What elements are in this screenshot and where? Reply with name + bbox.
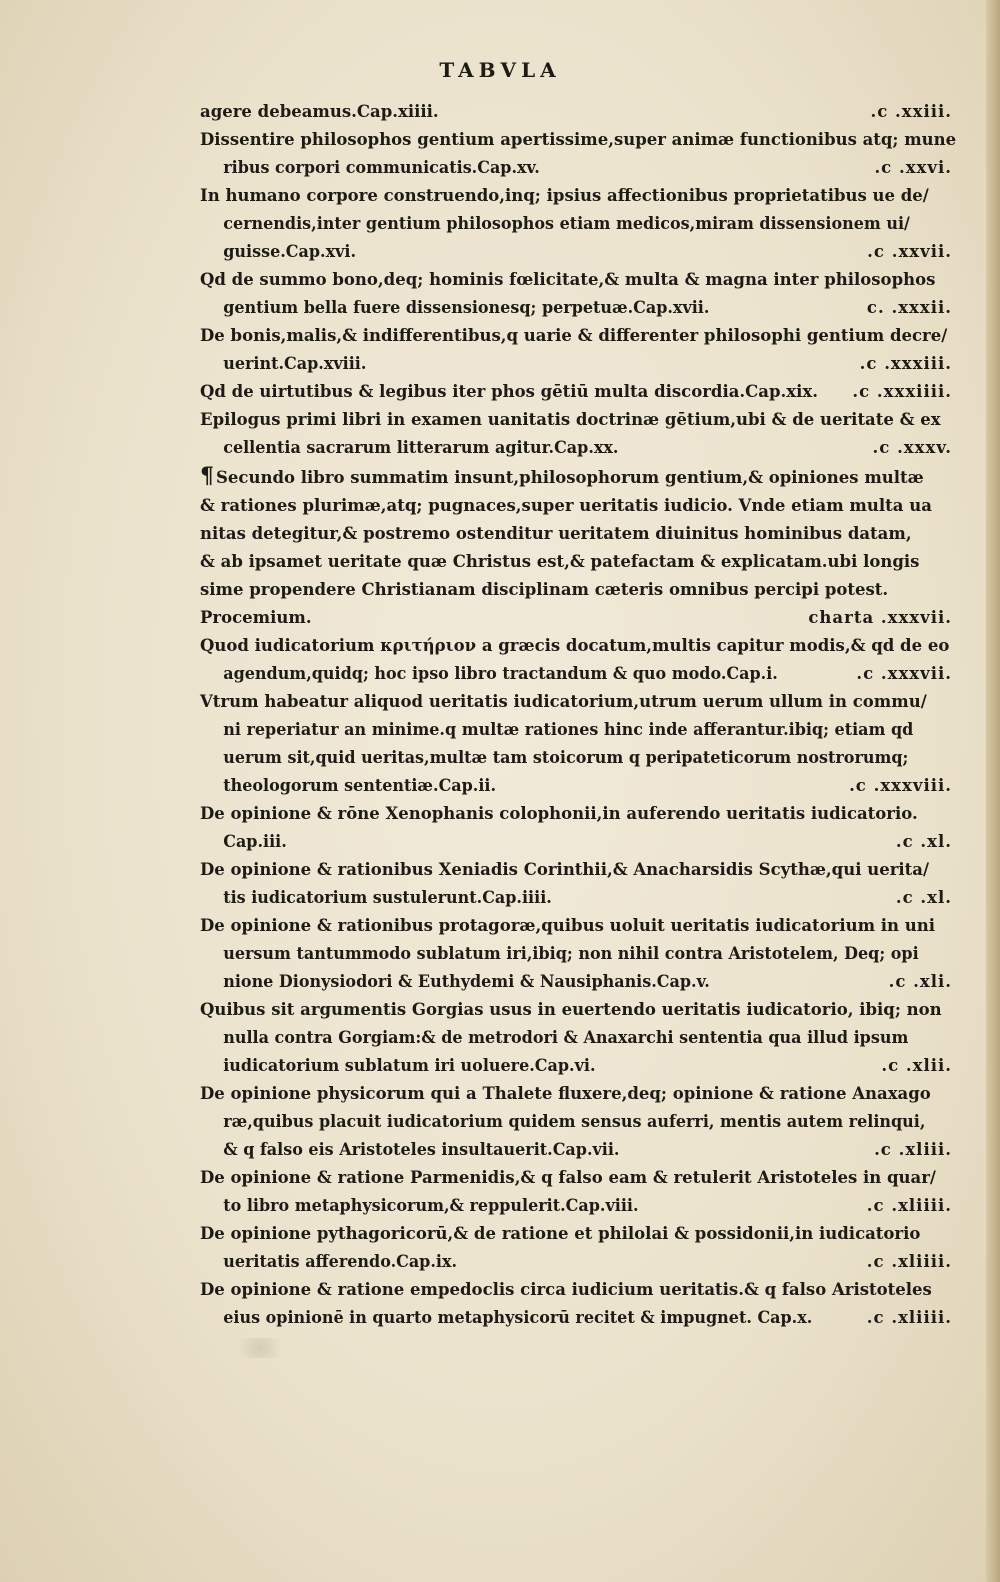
toc-entry-line: uerum sit,quid ueritas,multæ tam stoicorum q peripateticorum nostrorumq; bbox=[223, 748, 909, 767]
toc-entry bbox=[200, 378, 956, 406]
toc-entry-line: Cap.iii. bbox=[223, 832, 287, 851]
toc-entry bbox=[200, 996, 956, 1080]
toc-entry bbox=[200, 632, 956, 688]
toc-entry bbox=[200, 604, 956, 632]
toc-entry bbox=[200, 912, 956, 996]
toc-entry-line: to libro metaphysicorum,& reppulerit.Cap.viii. bbox=[223, 1196, 639, 1215]
folio-reference: .c .xxxvii. bbox=[856, 664, 952, 683]
folio-reference: c. .xxxii. bbox=[866, 298, 952, 317]
toc-entry bbox=[200, 800, 956, 856]
toc-entry-line: De opinione & rationibus Xeniadis Corinthii,& Anacharsidis Scythæ,qui uerita/ bbox=[200, 860, 930, 879]
toc-entry-line: In humano corpore construendo,inq; ipsius affectionibus proprietatibus ue de/ bbox=[200, 186, 929, 205]
toc-entry-line: agere debeamus.Cap.xiiii. bbox=[200, 102, 439, 121]
toc-entry-line: uerint.Cap.xviii. bbox=[223, 354, 367, 373]
toc-entry-line: nulla contra Gorgiam:& de metrodori & Anaxarchi sententia qua illud ipsum bbox=[223, 1028, 909, 1047]
toc-entry-line: Qd de uirtutibus & legibus iter phos gētiū multa discordia.Cap.xix. bbox=[200, 382, 818, 401]
toc-entry-line: gentium bella fuere dissensionesq; perpetuæ.Cap.xvii. bbox=[223, 298, 710, 317]
toc-entry-line: Procemium. bbox=[200, 608, 312, 627]
toc-entry bbox=[200, 688, 956, 800]
toc-entry bbox=[200, 406, 956, 462]
toc-entry-line: tis iudicatorium sustulerunt.Cap.iiii. bbox=[223, 888, 552, 907]
toc-entry bbox=[200, 266, 956, 322]
folio-reference: charta .xxxvii. bbox=[808, 608, 952, 627]
toc-entry-line: theologorum sententiæ.Cap.ii. bbox=[223, 776, 497, 795]
folio-reference: .c .xxxiiii. bbox=[852, 382, 952, 401]
toc-entry-line: nione Dionysiodori & Euthydemi & Nausiphanis.Cap.v. bbox=[223, 972, 710, 991]
toc-entry-line: De opinione physicorum qui a Thalete fluxere,deq; opinione & ratione Anaxago bbox=[200, 1084, 931, 1103]
toc-entry-line: & rationes plurimæ,atq; pugnaces,super ueritatis iudicio. Vnde etiam multa ua bbox=[200, 496, 932, 515]
folio-reference: .c .xliii. bbox=[874, 1140, 952, 1159]
toc-entry-line: De opinione & rōne Xenophanis colophonii,in auferendo ueritatis iudicatorio. bbox=[200, 804, 918, 823]
toc-entry-line: Epilogus primi libri in examen uanitatis doctrinæ gētium,ubi & de ueritate & ex bbox=[200, 410, 941, 429]
toc-entry bbox=[200, 322, 956, 378]
toc-entry-line: iudicatorium sublatum iri uoluere.Cap.vi. bbox=[223, 1056, 596, 1075]
ink-smudge bbox=[240, 1338, 280, 1358]
folio-reference: .c .xxvii. bbox=[867, 242, 952, 261]
toc-entry-text: Secundo libro summatim insunt,philosophorum gentium,& opiniones multæ bbox=[216, 468, 924, 487]
folio-reference: .c .xxxiii. bbox=[859, 354, 952, 373]
toc-entry bbox=[200, 98, 956, 126]
toc-entry-line: agendum,quidq; hoc ipso libro tractandum & quo modo.Cap.i. bbox=[223, 664, 778, 683]
toc-entry-line: ni reperiatur an minime.q multæ rationes hinc inde afferantur.ibiq; etiam qd bbox=[223, 720, 914, 739]
toc-entry-line: De opinione & ratione empedoclis circa iudicium ueritatis.& q falso Aristoteles bbox=[200, 1280, 932, 1299]
toc-entry bbox=[200, 126, 956, 182]
toc-entry-line: ueritatis afferendo.Cap.ix. bbox=[223, 1252, 458, 1271]
running-title: TABVLA bbox=[439, 58, 561, 82]
toc-entry bbox=[200, 1276, 956, 1332]
toc-entry-line: De bonis,malis,& indifferentibus,q uarie & differenter philosophi gentium decre/ bbox=[200, 326, 948, 345]
table-of-contents bbox=[200, 98, 956, 1332]
folio-reference: .c .xlii. bbox=[881, 1056, 952, 1075]
folio-reference: .c .xxvi. bbox=[874, 158, 952, 177]
toc-entry bbox=[200, 182, 956, 266]
toc-entry-line: & ab ipsamet ueritate quæ Christus est,& patefactam & explicatam.ubi longis bbox=[200, 552, 920, 571]
folio-reference: .c .xli. bbox=[888, 972, 952, 991]
toc-entry-line: guisse.Cap.xvi. bbox=[223, 242, 357, 261]
folio-reference: .c .xliiii. bbox=[866, 1252, 952, 1271]
toc-entry-line: ribus corpori communicatis.Cap.xv. bbox=[223, 158, 540, 177]
toc-entry-line: De opinione pythagoricorū,& de ratione et philolai & possidonii,in iudicatorio bbox=[200, 1224, 921, 1243]
toc-entry bbox=[200, 1164, 956, 1220]
toc-summary-paragraph bbox=[200, 462, 956, 604]
toc-entry bbox=[200, 1080, 956, 1164]
toc-entry-line: sime propendere Christianam disciplinam cæteris omnibus percipi potest. bbox=[200, 580, 889, 599]
toc-entry-line: & q falso eis Aristoteles insultauerit.Cap.vii. bbox=[223, 1140, 620, 1159]
folio-reference: .c .xxxviii. bbox=[849, 776, 952, 795]
toc-entry-line: uersum tantummodo sublatum iri,ibiq; non nihil contra Aristotelem, Deq; opi bbox=[223, 944, 919, 963]
toc-entry bbox=[200, 1220, 956, 1276]
toc-entry-line: Quibus sit argumentis Gorgias usus in euertendo ueritatis iudicatorio, ibiq; non bbox=[200, 1000, 942, 1019]
toc-entry-line: eius opinionē in quarto metaphysicorū recitet & impugnet. Cap.x. bbox=[223, 1308, 813, 1327]
toc-entry-line: nitas detegitur,& postremo ostenditur ueritatem diuinitus hominibus datam, bbox=[200, 524, 912, 543]
page-edge bbox=[986, 0, 1000, 1582]
toc-entry-line: Quod iudicatorium κριτήριον a græcis docatum,multis capitur modis,& qd de eo bbox=[200, 636, 950, 655]
toc-entry-line: De opinione & rationibus protagoræ,quibus uoluit ueritatis iudicatorium in uni bbox=[200, 916, 936, 935]
folio-reference: .c .xxiii. bbox=[870, 102, 952, 121]
toc-entry bbox=[200, 856, 956, 912]
toc-entry-line: cellentia sacrarum litterarum agitur.Cap.xx. bbox=[223, 438, 619, 457]
toc-entry-line: cernendis,inter gentium philosophos etiam medicos,miram dissensionem ui/ bbox=[223, 214, 910, 233]
folio-reference: .c .xl. bbox=[895, 832, 952, 851]
toc-entry-line bbox=[200, 462, 956, 492]
toc-entry-line: Vtrum habeatur aliquod ueritatis iudicatorium,utrum uerum ullum in commu/ bbox=[200, 692, 927, 711]
folio-reference: .c .xliiii. bbox=[866, 1196, 952, 1215]
toc-entry-line: ræ,quibus placuit iudicatorium quidem sensus auferri, mentis autem relinqui, bbox=[223, 1112, 926, 1131]
toc-entry-line: De opinione & ratione Parmenidis,& q falso eam & retulerit Aristoteles in quar/ bbox=[200, 1168, 936, 1187]
toc-entry-line: Qd de summo bono,deq; hominis fœlicitate,& multa & magna inter philosophos bbox=[200, 270, 936, 289]
folio-reference: .c .xl. bbox=[895, 888, 952, 907]
pilcrow-icon: ¶ bbox=[200, 463, 214, 489]
folio-reference: .c .xliiii. bbox=[866, 1308, 952, 1327]
toc-entry-line: Dissentire philosophos gentium apertissime,super animæ functionibus atq; mune bbox=[200, 130, 957, 149]
folio-reference: .c .xxxv. bbox=[872, 438, 952, 457]
